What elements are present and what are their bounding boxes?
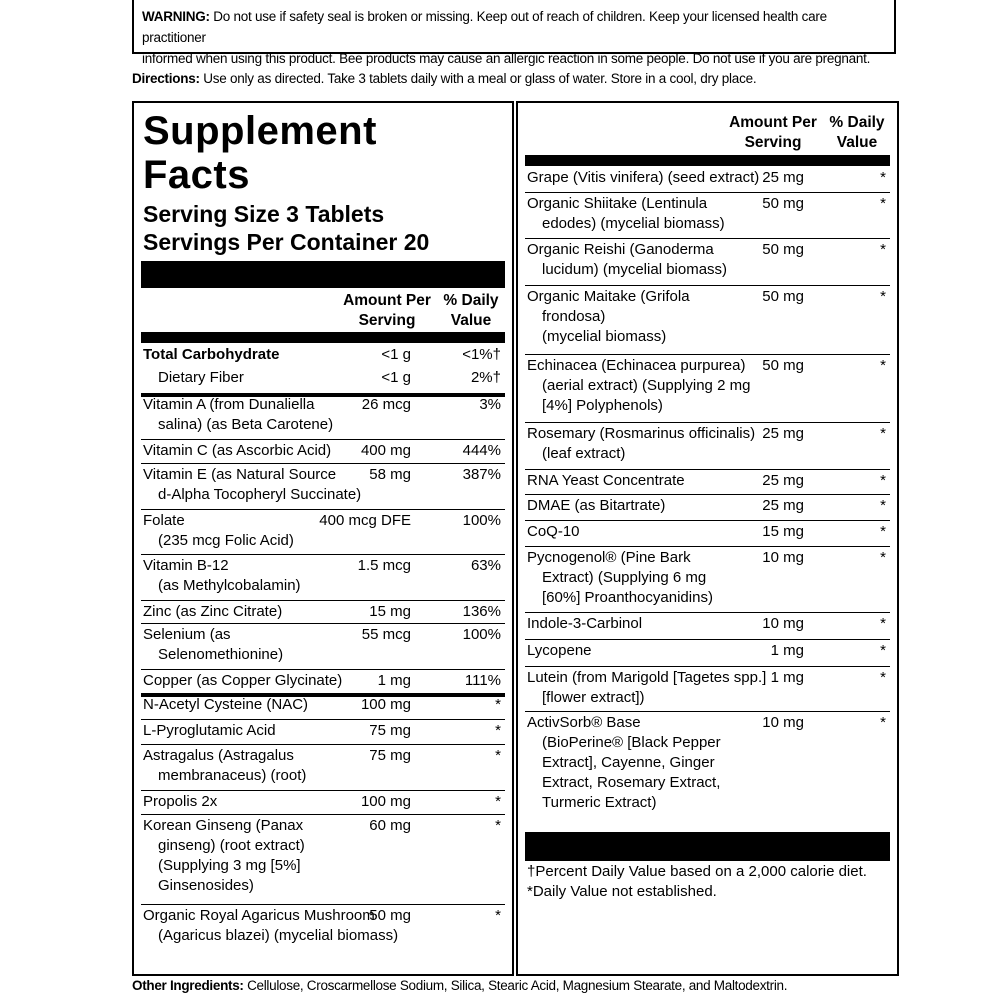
ingredient-name-line: (Agaricus blazei) (mycelial biomass) [158, 927, 399, 944]
ingredient-name-line: Organic Maitake (Grifola [527, 288, 690, 305]
ingredient-name [527, 496, 665, 516]
ingredient-name-line: Astragalus (Astragalus [143, 747, 294, 764]
header-bar [141, 261, 505, 288]
left-nutrient-row [141, 814, 505, 905]
left-nutrient-row [141, 393, 505, 440]
ingredient-name [527, 548, 713, 608]
ingredient-name-line: lucidum) (mycelial biomass) [542, 261, 728, 278]
right-nutrient-row [525, 469, 890, 495]
daily-value: * [880, 669, 886, 686]
ingredient-name-line: (BioPerine® [Black Pepper [542, 734, 721, 751]
ingredient-name [143, 792, 217, 812]
ingredient-name-line: RNA Yeast Concentrate [527, 472, 685, 489]
amount-per-serving: 100 mg [360, 793, 411, 810]
ingredient-name-line: (Supplying 3 mg [5%] [158, 857, 301, 874]
right-nutrient-row [525, 238, 890, 286]
ingredient-name [527, 424, 755, 464]
ingredient-name [527, 168, 759, 188]
amount-per-serving: 10 mg [762, 615, 804, 632]
header-rule [141, 332, 505, 343]
ingredient-name-line: Ginsenosides) [158, 877, 254, 894]
ingredient-name-line: Grape (Vitis vinifera) (seed extract) [527, 169, 760, 186]
right-nutrient-row [525, 612, 890, 640]
ingredient-name-line: salina) (as Beta Carotene) [158, 416, 334, 433]
daily-value: 2%† [470, 369, 501, 386]
amount-per-serving: 15 mg [762, 523, 804, 540]
ingredient-name [143, 625, 283, 665]
amount-per-serving: 25 mg [762, 497, 804, 514]
amount-per-serving-header [342, 291, 432, 331]
daily-value: * [495, 696, 501, 713]
ingredient-name [143, 345, 279, 365]
amount-header-right-line-1: Amount Per [729, 114, 817, 131]
ingredient-name-line: Pycnogenol® (Pine Bark [527, 549, 691, 566]
daily-value: * [880, 357, 886, 374]
ingredient-name-line: Total Carbohydrate [143, 346, 280, 363]
ingredient-name-line: Organic Shiitake (Lentinula [527, 195, 708, 212]
ingredient-name-line: ActivSorb® Base [527, 714, 641, 731]
daily-value: * [495, 793, 501, 810]
right-nutrient-row [525, 166, 890, 193]
amount-header-right-line-2: Serving [744, 134, 802, 151]
ingredient-name [527, 287, 690, 347]
daily-value: 3% [479, 396, 501, 413]
servings-per-container: Servings Per Container 20 [143, 229, 430, 255]
ingredient-name-line: ginseng) (root extract) [158, 837, 305, 854]
amount-per-serving: 58 mg [369, 466, 411, 483]
right-nutrient-row [525, 639, 890, 667]
title-line-2: Facts [143, 153, 250, 197]
ingredient-name [143, 395, 333, 435]
amount-per-serving: 50 mg [762, 241, 804, 258]
daily-value: 111% [464, 672, 501, 689]
warning-label: WARNING: [142, 9, 210, 24]
ingredient-name [143, 511, 294, 551]
amount-per-serving: 26 mcg [361, 396, 411, 413]
amount-per-serving: 50 mg [762, 357, 804, 374]
header-rule-right [525, 155, 890, 166]
panel-title [143, 109, 377, 197]
amount-header-line-1: Amount Per [343, 292, 431, 309]
ingredient-name-line: frondosa) [542, 308, 606, 325]
ingredient-name [527, 194, 725, 234]
ingredient-name-line: edodes) (mycelial biomass) [542, 215, 725, 232]
ingredient-name-line: [60%] Proanthocyanidins) [542, 589, 713, 606]
left-nutrient-row [141, 343, 505, 366]
ingredient-name [527, 713, 721, 813]
ingredient-name-line: Selenomethionine) [158, 646, 284, 663]
dv-header-line-1: % Daily [443, 292, 499, 309]
amount-per-serving: <1 g [381, 346, 411, 363]
ingredient-name-line: Korean Ginseng (Panax [143, 817, 304, 834]
amount-per-serving: <1 g [381, 369, 411, 386]
amount-per-serving: 60 mg [369, 817, 411, 834]
dv-header-line-2: Value [450, 312, 492, 329]
left-nutrient-row [141, 790, 505, 815]
daily-value: 63% [470, 557, 501, 574]
daily-value: * [495, 907, 501, 924]
ingredient-name-line: Vitamin E (as Natural Source [143, 466, 337, 483]
daily-value: <1%† [462, 346, 501, 363]
daily-value-header-right [822, 113, 892, 153]
ingredient-name [143, 906, 398, 946]
ingredient-name-line: Lutein (from Marigold [Tagetes spp.] [527, 669, 767, 686]
daily-value: * [880, 472, 886, 489]
daily-value: * [880, 497, 886, 514]
right-nutrient-row [525, 494, 890, 521]
directions-label: Directions: [132, 71, 200, 86]
daily-value: * [880, 549, 886, 566]
ingredient-name-line: Propolis 2x [143, 793, 218, 810]
right-nutrient-row [525, 192, 890, 239]
daily-value-header [436, 291, 506, 331]
warning-box [132, 0, 896, 66]
ingredient-name-line: CoQ-10 [527, 523, 580, 540]
footer-bar [525, 832, 890, 861]
daily-value: 100% [462, 512, 501, 529]
daily-value: * [880, 615, 886, 632]
ingredient-name-line: Extract) (Supplying 6 mg [542, 569, 707, 586]
ingredient-name-line: Copper (as Copper Glycinate) [143, 672, 343, 689]
ingredient-name [527, 522, 580, 542]
other-ingredients [132, 978, 992, 993]
amount-per-serving: 10 mg [762, 549, 804, 566]
right-nutrient-row [525, 354, 890, 423]
directions-text: Use only as directed. Take 3 tablets daily with a meal or glass of water. Store in a cool, dry place. [203, 71, 757, 86]
ingredient-name-line: Selenium (as [143, 626, 231, 643]
amount-per-serving: 10 mg [762, 714, 804, 731]
daily-value: * [880, 169, 886, 186]
footnote-dv-not-established: *Daily Value not established. [527, 883, 717, 900]
amount-per-serving: 100 mg [360, 696, 411, 713]
amount-per-serving: 15 mg [369, 603, 411, 620]
left-nutrient-row [141, 463, 505, 510]
amount-per-serving: 50 mg [762, 288, 804, 305]
warning-text-1: Do not use if safety seal is broken or missing. Keep out of reach of children. Keep your licensed health care practitioner [142, 9, 827, 45]
ingredient-name-line: Organic Royal Agaricus Mushroom [143, 907, 375, 924]
amount-per-serving-header-right [723, 113, 823, 153]
ingredient-name-line: (as Methylcobalamin) [158, 577, 301, 594]
left-nutrient-row [141, 693, 505, 720]
ingredient-name [143, 721, 276, 741]
amount-per-serving: 50 mg [369, 907, 411, 924]
ingredient-name-line: L-Pyroglutamic Acid [143, 722, 276, 739]
title-line-1: Supplement [143, 109, 377, 153]
ingredient-name [527, 356, 750, 416]
ingredient-name [527, 471, 685, 491]
ingredient-name-line: Turmeric Extract) [542, 794, 657, 811]
ingredient-name-line: Indole-3-Carbinol [527, 615, 643, 632]
dv-header-right-line-1: % Daily [829, 114, 885, 131]
directions [132, 71, 902, 86]
ingredient-name-line: membranaceus) (root) [158, 767, 307, 784]
amount-per-serving: 75 mg [369, 722, 411, 739]
right-nutrient-row [525, 711, 890, 831]
ingredient-name-line: Extract, Rosemary Extract, [542, 774, 721, 791]
other-ingredients-text: Cellulose, Croscarmellose Sodium, Silica, Stearic Acid, Magnesium Stearate, and Maltodextrin. [247, 978, 788, 993]
supplement-facts-left-panel [132, 101, 514, 976]
ingredient-name-line: Zinc (as Zinc Citrate) [143, 603, 283, 620]
amount-per-serving: 25 mg [762, 169, 804, 186]
daily-value: * [880, 241, 886, 258]
amount-per-serving: 1.5 mcg [357, 557, 411, 574]
ingredient-name [143, 368, 244, 388]
ingredient-name [527, 668, 766, 708]
amount-per-serving: 25 mg [762, 472, 804, 489]
ingredient-name [527, 641, 592, 661]
ingredient-name [143, 441, 331, 461]
ingredient-name-line: N-Acetyl Cysteine (NAC) [143, 696, 309, 713]
ingredient-name-line: [4%] Polyphenols) [542, 397, 663, 414]
left-nutrient-row [141, 904, 505, 964]
right-nutrient-row [525, 422, 890, 470]
daily-value: * [495, 747, 501, 764]
amount-per-serving: 75 mg [369, 747, 411, 764]
ingredient-name [527, 240, 727, 280]
ingredient-name [143, 465, 361, 505]
other-ingredients-label: Other Ingredients: [132, 978, 244, 993]
daily-value: 136% [462, 603, 501, 620]
warning-line-1 [142, 6, 886, 48]
ingredient-name-line: Organic Reishi (Ganoderma [527, 241, 714, 258]
ingredient-name [143, 556, 301, 596]
ingredient-name-line: [flower extract]) [542, 689, 645, 706]
daily-value: * [880, 195, 886, 212]
ingredient-name-line: Extract], Cayenne, Ginger [542, 754, 715, 771]
ingredient-name-line: Dietary Fiber [158, 369, 244, 386]
ingredient-name-line: Folate [143, 512, 185, 529]
ingredient-name-line: Vitamin A (from Dunaliella [143, 396, 315, 413]
left-nutrient-row [141, 719, 505, 745]
warning-line-2: informed when using this product. Bee products may cause an allergic reaction in some people. Do not use if you are pregnant. [142, 51, 871, 66]
left-nutrient-row [141, 509, 505, 555]
amount-per-serving: 1 mg [377, 672, 411, 689]
ingredient-name [143, 671, 342, 691]
ingredient-name-line: Rosemary (Rosmarinus officinalis) [527, 425, 756, 442]
amount-per-serving: 400 mg [360, 442, 411, 459]
daily-value: * [880, 714, 886, 731]
ingredient-name [143, 602, 282, 622]
left-nutrient-row [141, 744, 505, 791]
daily-value: * [880, 288, 886, 305]
ingredient-name-line: DMAE (as Bitartrate) [527, 497, 666, 514]
ingredient-name-line: Lycopene [527, 642, 592, 659]
daily-value: 387% [462, 466, 501, 483]
right-nutrient-row [525, 666, 890, 712]
amount-per-serving: 50 mg [762, 195, 804, 212]
ingredient-name-line: Vitamin C (as Ascorbic Acid) [143, 442, 332, 459]
daily-value: * [880, 523, 886, 540]
right-nutrient-row [525, 285, 890, 355]
ingredient-name [143, 746, 306, 786]
ingredient-name-line: Vitamin B-12 [143, 557, 229, 574]
ingredient-name-line: (mycelial biomass) [542, 328, 667, 345]
supplement-facts-right-panel [516, 101, 899, 976]
footnote-percent-dv: †Percent Daily Value based on a 2,000 calorie diet. [527, 863, 867, 880]
right-nutrient-row [525, 520, 890, 547]
daily-value: * [495, 722, 501, 739]
daily-value: 444% [462, 442, 501, 459]
left-nutrient-row [141, 623, 505, 670]
ingredient-name-line: Echinacea (Echinacea purpurea) [527, 357, 746, 374]
amount-per-serving: 55 mcg [361, 626, 411, 643]
ingredient-name [527, 614, 642, 634]
daily-value: * [880, 425, 886, 442]
amount-per-serving: 1 mg [770, 669, 804, 686]
amount-per-serving: 400 mcg DFE [319, 512, 411, 529]
ingredient-name-line: (leaf extract) [542, 445, 626, 462]
ingredient-name [143, 816, 305, 896]
ingredient-name-line: (aerial extract) (Supplying 2 mg [542, 377, 751, 394]
left-nutrient-row [141, 439, 505, 464]
serving-size: Serving Size 3 Tablets [143, 201, 385, 227]
left-nutrient-row [141, 554, 505, 601]
daily-value: * [880, 642, 886, 659]
left-nutrient-row [141, 600, 505, 624]
daily-value: * [495, 817, 501, 834]
ingredient-name-line: (235 mcg Folic Acid) [158, 532, 294, 549]
amount-per-serving: 25 mg [762, 425, 804, 442]
ingredient-name-line: d-Alpha Tocopheryl Succinate) [158, 486, 362, 503]
amount-per-serving: 1 mg [770, 642, 804, 659]
amount-header-line-2: Serving [358, 312, 416, 329]
right-nutrient-row [525, 546, 890, 613]
dv-header-right-line-2: Value [836, 134, 878, 151]
ingredient-name [143, 695, 308, 715]
daily-value: 100% [462, 626, 501, 643]
